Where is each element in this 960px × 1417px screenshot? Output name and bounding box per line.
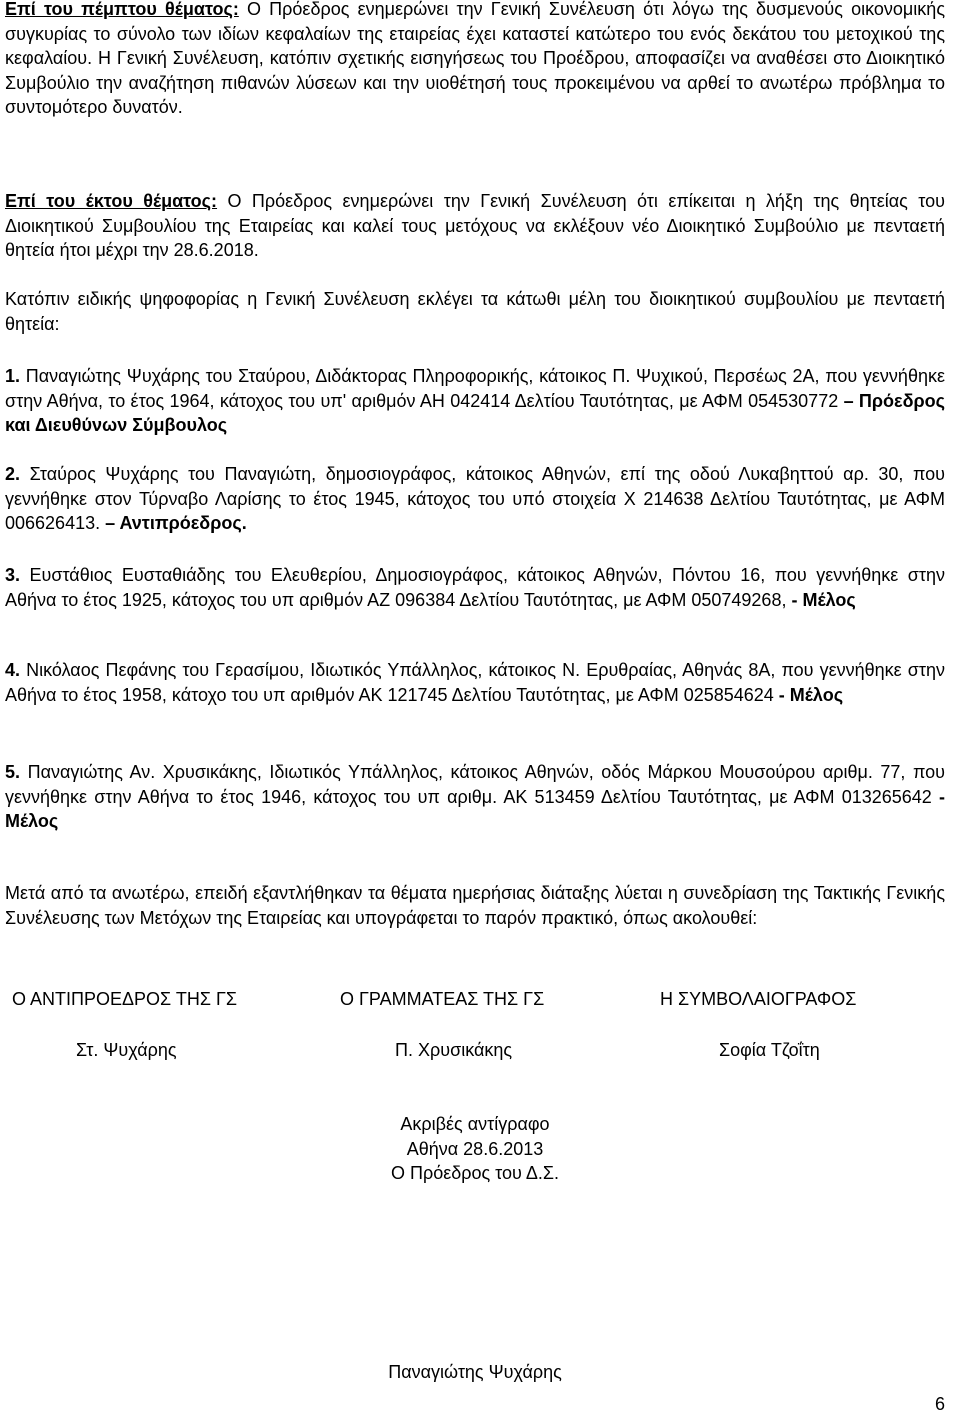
member-role: – Πρόεδρος και Διευθύνων Σύμβουλος [5, 390, 945, 435]
member-details: Ευστάθιος Ευσταθιάδης του Ελευθερίου, Δημοσιογράφος, κάτοικος Αθηνών, Πόντου 16, που γεννήθηκε στην Αθήνα το έτος 1925, κάτοχος του υπ αριθμόν ΑΖ 096384 Δελτίου Ταυτότητας, με ΑΦΜ 050749268, [5, 565, 945, 610]
member-role: - Μέλος [778, 684, 844, 705]
signature-name-secretary: Π. Χρυσικάκης [395, 1040, 513, 1060]
signature-title-vice-president: Ο ΑΝΤΙΠΡΟΕΔΡΟΣ ΤΗΣ ΓΣ [12, 989, 238, 1009]
fifth-topic-heading: Επί του πέμπτου θέματος: [5, 0, 239, 19]
certified-copy-block [5, 1112, 945, 1186]
board-member-item [5, 658, 945, 707]
signature-titles [5, 987, 945, 1011]
page-number: 6 [934, 1394, 945, 1414]
board-member-item [5, 760, 945, 834]
board-member-item [5, 462, 945, 536]
signature-title-secretary: Ο ΓΡΑΜΜΑΤΕΑΣ ΤΗΣ ΓΣ [340, 989, 545, 1009]
certified-copy-label: Ακριβές αντίγραφο [400, 1114, 550, 1134]
fifth-topic-paragraph [5, 0, 945, 120]
member-details: Παναγιώτης Αν. Χρυσικάκης, Ιδιωτικός Υπάλληλος, κάτοικος Αθηνών, οδός Μάρκου Μουσούρου αριθμ. 77, που γεννήθηκε στην Αθήνα το έτος 1946, κάτοχος του υπ αριθμ. ΑΚ 513459 Δελτίου Ταυτότητας, με ΑΦΜ 013265642 [5, 762, 945, 807]
signature-name-vice-president: Στ. Ψυχάρης [76, 1040, 177, 1060]
member-role: - Μέλος [5, 786, 945, 831]
signer-name: Παναγιώτης Ψυχάρης [388, 1362, 562, 1382]
sixth-topic-heading: Επί του έκτου θέματος: [5, 191, 218, 211]
member-details: Σταύρος Ψυχάρης του Παναγιώτη, δημοσιογράφος, κάτοικος Αθηνών, επί της οδού Λυκαβηττού αρ. 30, που γεννήθηκε στον Τύρναβο Λαρίσης το έτος 1945, κάτοχος του υπό στοιχεία Χ 214638 Δελτίου Ταυτότητας, με ΑΦΜ 006626413. [5, 464, 945, 533]
member-number: 1. [5, 366, 21, 386]
sixth-topic-text: Ο Πρόεδρος ενημερώνει την Γενική Συνέλευση ότι επίκειται η λήξη της θητείας του Διοικητικού Συμβουλίου της Εταιρείας και καλεί τους μετόχους να εκλέξουν νέο Διοικητικό Συμβούλιο με πενταετή θητεία ήτοι μέχρι την 28.6.2018. [5, 191, 945, 260]
member-number: 3. [5, 565, 21, 585]
member-number: 2. [5, 464, 21, 484]
board-member-item [5, 364, 945, 438]
board-member-item [5, 563, 945, 612]
member-number: 4. [5, 660, 21, 680]
member-role: - Μέλος [791, 589, 856, 610]
member-role: – Αντιπρόεδρος. [105, 513, 247, 533]
certified-copy-date: Αθήνα 28.6.2013 [406, 1138, 544, 1159]
member-details: Παναγιώτης Ψυχάρης του Σταύρου, Διδάκτορας Πληροφορικής, κάτοικος Π. Ψυχικού, Περσέως 2Α, που γεννήθηκε στην Αθήνα, το έτος 1964, κάτοχος του υπ' αριθμόν ΑΗ 042414 Δελτίου Ταυτότητας, με ΑΦΜ 054530772 [5, 366, 945, 411]
signature-name-notary: Σοφία Τζοΐτη [719, 1040, 820, 1060]
member-number: 5. [5, 762, 21, 782]
election-paragraph: Κατόπιν ειδικής ψηφοφορίας η Γενική Συνέλευση εκλέγει τα κάτωθι μέλη του διοικητικού συμβουλίου με πενταετή θητεία: [5, 289, 945, 334]
certified-copy-signer-title: Ο Πρόεδρος του Δ.Σ. [390, 1163, 560, 1183]
signature-names [5, 1038, 945, 1062]
sixth-topic-paragraph [5, 189, 945, 263]
fifth-topic-text: Ο Πρόεδρος ενημερώνει την Γενική Συνέλευση ότι λόγω της δυσμενούς οικονομικής συγκυρίας το σύνολο των ιδίων κεφαλαίων της εταιρείας έχει καταστεί κατώτερο του ενός δεκάτου του μετοχικού της κεφαλαίου. Η Γενική Συνέλευση, κατόπιν σχετικής εισηγήσεως του Προέδρου, αποφασίζει να αναθέσει στο Διοικητικό Συμβούλιο την αναζήτηση πιθανών λύσεων και την υιοθέτησή τους προκειμένου να αρθεί το ανωτέρω πρόβλημα το συντομότερο δυνατόν. [5, 0, 945, 117]
member-details: Νικόλαος Πεφάνης του Γερασίμου, Ιδιωτικός Υπάλληλος, κάτοικος Ν. Ερυθραίας, Αθηνάς 8Α, που γεννήθηκε στην Αθήνα το έτος 1958, κάτοχο του υπ αριθμόν ΑΚ 121745 Δελτίου Ταυτότητας, με ΑΦΜ 025854624 [5, 660, 945, 705]
closing-paragraph: Μετά από τα ανωτέρω, επειδή εξαντλήθηκαν τα θέματα ημερήσιας διάταξης λύεται η συνεδρίαση της Τακτικής Γενικής Συνέλευσης των Μετόχων της Εταιρείας και υπογράφεται το παρόν πρακτικό, όπως ακολουθεί: [5, 883, 945, 928]
signature-title-notary: Η ΣΥΜΒΟΛΑΙΟΓΡΑΦΟΣ [660, 989, 857, 1009]
